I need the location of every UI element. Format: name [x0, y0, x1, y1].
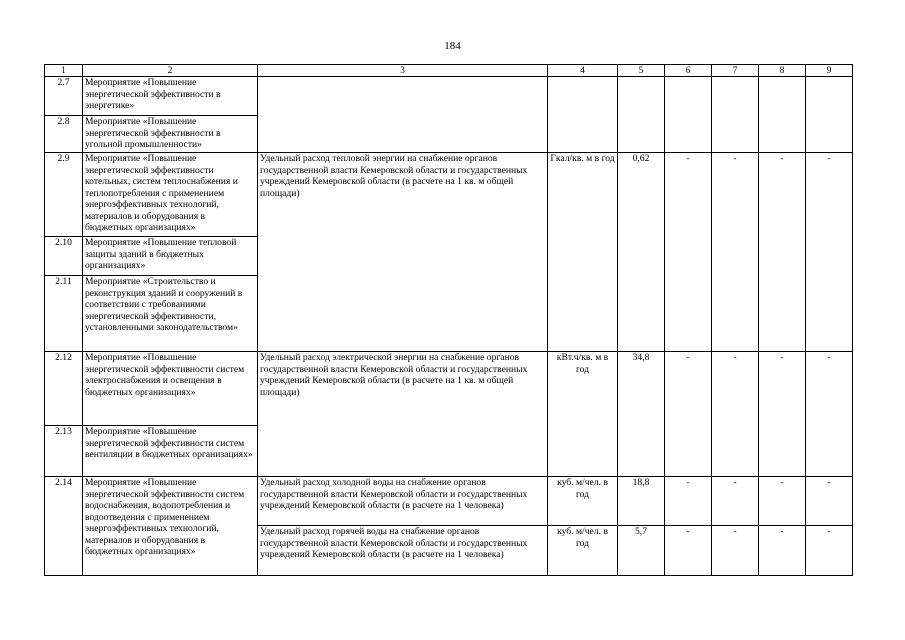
indicator-cold-water: Удельный расход холодной воды на снабжение органов государственной власти Кемеровской области и государственных учреждений Кемеровской области (в расчете на 1 человека) [258, 477, 548, 526]
col6-electric: - [665, 352, 712, 477]
indicator-hot-water: Удельный расход горячей воды на снабжение органов государственной власти Кемеровской области и государственных учреждений Кемеровской области (в расчете на 1 человека) [258, 526, 548, 576]
row-number: 2.7 [45, 77, 83, 116]
value-heat: 0,62 [618, 153, 665, 352]
measure-cell: Мероприятие «Повышение энергетической эффективности систем электроснабжения и освещения в бюджетных организациях» [83, 352, 258, 426]
row-number: 2.13 [45, 426, 83, 477]
column-header-8: 8 [759, 65, 806, 77]
row-number: 2.11 [45, 276, 83, 352]
table-row [45, 352, 853, 426]
col8-electric: - [759, 352, 806, 477]
table-row [45, 77, 853, 116]
column-header-4: 4 [548, 65, 618, 77]
col6-cold-water: - [665, 477, 712, 526]
col6-heat: - [665, 153, 712, 352]
value-hot-water: 5,7 [618, 526, 665, 576]
indicator-heat: Удельный расход тепловой энергии на снабжение органов государственной власти Кемеровской области и государственных учреждений Кемеровской области (в расчете на 1 кв. м общей площади) [258, 153, 548, 352]
col7-heat: - [712, 153, 759, 352]
value-electric: 34,8 [618, 352, 665, 477]
column-header-9: 9 [806, 65, 853, 77]
indicator-cell-empty [258, 77, 548, 153]
indicators-table [44, 64, 853, 576]
unit-hot-water: куб. м/чел. в год [548, 526, 618, 576]
measure-cell: Мероприятие «Повышение тепловой защиты зданий в бюджетных организациях» [83, 237, 258, 276]
value-cold-water: 18,8 [618, 477, 665, 526]
page-number: 184 [444, 40, 461, 52]
column-header-6: 6 [665, 65, 712, 77]
header-row [45, 65, 853, 77]
column-header-2: 2 [83, 65, 258, 77]
column-header-7: 7 [712, 65, 759, 77]
row-number: 2.9 [45, 153, 83, 237]
row-number: 2.10 [45, 237, 83, 276]
row-number: 2.14 [45, 477, 83, 576]
table-row [45, 477, 853, 526]
measure-cell: Мероприятие «Повышение энергетической эффективности котельных, систем теплоснабжения и теплопотребления с применением энергоэффективных технологий, материалов и оборудования в бюджетных организациях» [83, 153, 258, 237]
measure-cell: Мероприятие «Повышение энергетической эффективности в энергетике» [83, 77, 258, 116]
unit-cell-empty [548, 77, 618, 153]
indicator-electric: Удельный расход электрической энергии на снабжение органов государственной власти Кемеровской области и государственных учреждений Кемеровской области (в расчете на 1 кв. м общей площади) [258, 352, 548, 477]
unit-cold-water: куб. м/чел. в год [548, 477, 618, 526]
col8-cell-empty [759, 77, 806, 153]
col7-cold-water: - [712, 477, 759, 526]
measure-cell: Мероприятие «Повышение энергетической эффективности систем вентиляции в бюджетных организациях» [83, 426, 258, 477]
column-header-1: 1 [45, 65, 83, 77]
column-header-5: 5 [618, 65, 665, 77]
col9-cell-empty [806, 77, 853, 153]
measure-cell: Мероприятие «Повышение энергетической эффективности в угольной промышленности» [83, 116, 258, 153]
value-cell-empty [618, 77, 665, 153]
col7-hot-water: - [712, 526, 759, 576]
col9-electric: - [806, 352, 853, 477]
unit-heat: Гкал/кв. м в год [548, 153, 618, 352]
col6-cell-empty [665, 77, 712, 153]
col7-cell-empty [712, 77, 759, 153]
col9-cold-water: - [806, 477, 853, 526]
measure-cell: Мероприятие «Повышение энергетической эффективности систем водоснабжения, водопотребления и водоотведения с применением энергоэффективных технологий, материалов и оборудования в бюджетных организациях» [83, 477, 258, 576]
row-number: 2.12 [45, 352, 83, 426]
col9-heat: - [806, 153, 853, 352]
measure-cell: Мероприятие «Строительство и реконструкция зданий и сооружений в соответствии с требованиями энергетической эффективности, установленными законодательством» [83, 276, 258, 352]
col8-cold-water: - [759, 477, 806, 526]
col8-heat: - [759, 153, 806, 352]
table-row [45, 153, 853, 237]
col7-electric: - [712, 352, 759, 477]
unit-electric: кВт.ч/кв. м в год [548, 352, 618, 477]
row-number: 2.8 [45, 116, 83, 153]
column-header-3: 3 [258, 65, 548, 77]
col9-hot-water: - [806, 526, 853, 576]
col6-hot-water: - [665, 526, 712, 576]
col8-hot-water: - [759, 526, 806, 576]
